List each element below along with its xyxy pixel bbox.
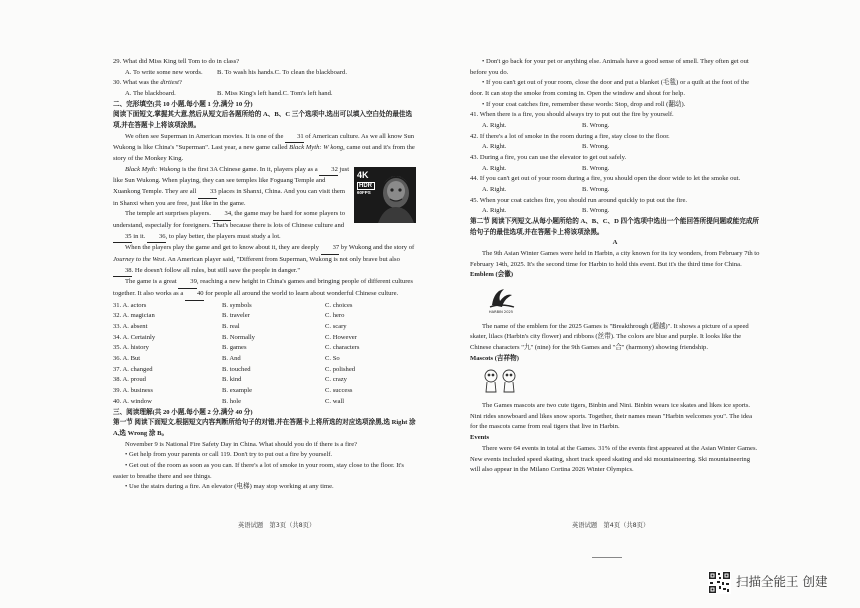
right-column [470, 57, 760, 476]
passage-intro: November 9 is National Fire Safety Day in China. What should you do if there is a fire? [125, 440, 358, 448]
choice-option: 37. A. changed [113, 365, 153, 373]
article-paragraph-1: The 9th Asian Winter Games were held in Harbin, a city known for its icy wonders, from February 7th to February 14th, 2025. It's the second time for Harbin to hold this event. But it's the third time for China. [470, 250, 760, 268]
video-badge: 4K HDR 60FPS [357, 171, 375, 196]
question-43-options: A. Right. B. Wrong. [482, 164, 610, 172]
bullet-3: • Use the stairs during a fire. An elevator (电梯) may stop working at any time. [125, 483, 334, 491]
left-column [113, 57, 416, 493]
choice-option: B. And [222, 355, 241, 363]
choice-option: B. kind [222, 376, 242, 384]
events-heading: Events [470, 434, 490, 442]
question-30: 30. What was the dirtiest? [113, 79, 182, 87]
mascots-heading: Mascots (吉祥物) [470, 354, 519, 362]
choice-option: 38. A. proud [113, 376, 146, 384]
page-footer-right: 英语试题 第4页（共8页） [572, 522, 650, 529]
option-b: B. Miss King's left hand. [217, 90, 283, 98]
blank-36: 36 [147, 232, 166, 244]
question-30-options [113, 89, 416, 100]
choice-option: B. Normally [222, 333, 255, 341]
choice-row [113, 354, 416, 365]
svg-text:HARBIN 2025: HARBIN 2025 [488, 310, 514, 315]
question-45: 45. When your coat catches fire, you should run around quickly to put out the fire. [470, 196, 688, 204]
bullet-2: • Get out of the room as soon as you can. If there's a lot of smoke in your room, stay close to the floor. It's easier to breathe there and see things. [113, 461, 405, 480]
choice-option: C. scary [325, 323, 347, 331]
choice-option: 35. A. history [113, 344, 149, 352]
question-45-options: A. Right. B. Wrong. [482, 207, 610, 215]
blank-40: 40 [185, 289, 204, 301]
choice-row [113, 343, 416, 354]
article-paragraph-2: The name of the emblem for the 2025 Games is "Breakthrough (超越)". It shows a picture of a speed skater, lilacs (Harbin's city flower) and ribbons (丝带). The colors are blue and purple. It looks like the Chinese characters "九" (nine) for the 9th Games and "合" (harmony) showing friendship. [470, 322, 749, 352]
watermark-text: 扫描全能王 创建 [736, 574, 828, 589]
question-44-options: A. Right. B. Wrong. [482, 186, 610, 194]
choice-row [113, 311, 416, 322]
option-c: C. Tom's left hand. [282, 90, 333, 98]
choice-row [113, 301, 416, 312]
blank-31: 31 [285, 132, 304, 144]
question-43: 43. During a fire, you can use the elevator to get out safely. [470, 154, 627, 162]
choice-row [113, 375, 416, 386]
choice-option: 36. A. But [113, 355, 141, 363]
question-41-options: A. Right. B. Wrong. [482, 122, 610, 130]
choice-row [113, 365, 416, 376]
blank-38: 38 [113, 266, 132, 278]
choice-option: B. games [222, 344, 247, 352]
cloze-choices [113, 301, 416, 408]
choice-option: C. success [325, 387, 353, 395]
section-cloze-instructions: 阅读下面短文,掌握其大意,然后从短文后各题所给的 A、B、C 三个选项中,选出可以填入空白处的最佳选项,并在答题卡上将该项涂黑。 [113, 111, 413, 130]
option-b: B. To wash his hands. [217, 68, 275, 76]
choice-option: C. hero [325, 312, 345, 320]
blank-34: 34 [213, 209, 232, 221]
section-cloze-title: 二、完形填空(共 10 小题,每小题 1 分,满分 10 分) [113, 100, 253, 108]
cloze-paragraph-2: Black Myth: Wukong is the first 3A Chinese game. In it, players play as a 32 just like Sun Wukong. When playing, they can see temples like Foguang Temple and Xuankong Temple. They are all 33 places in Shanxi, China. And you can visit them in Shanxi when you are free, just like in the game. [113, 165, 350, 207]
cloze-paragraph-1: We often see Superman in American movies. It is one of the 31 of American culture. As we all know Sun Wukong is like China's "Superman". Last year, a new game called Black Myth: W kong, came out and it's from the story of the Monkey King. [113, 132, 415, 163]
choice-option: C. However [325, 333, 357, 341]
choice-option: B. hole [222, 397, 242, 405]
choice-option: B. traveler [222, 312, 250, 320]
mascots-icon [482, 368, 518, 394]
choice-row [113, 333, 416, 344]
bullet-5: • If you can't get out of your room, close the door and put a blanket (毛毯) or a quilt at the foot of the door. It can stop the smoke from coming in. Open the window and shout for help. [470, 79, 749, 98]
section-reading-instructions: 第一节 阅读下面短文,根据短文内容判断所给句子的对错,并在答题卡上将所选的对应选项涂黑,选 Right 涂 A,选 Wrong 涂 B。 [113, 419, 416, 437]
choice-row [113, 322, 416, 333]
question-29-options [113, 68, 416, 79]
emblem-icon [484, 285, 518, 315]
question-44: 44. If you can't get out of your room during a fire, you should open the door wide to let the smoke out. [470, 175, 741, 183]
choice-row [113, 386, 416, 397]
option-a: A. The blackboard. [125, 90, 176, 98]
choice-option: 40. A. window [113, 397, 152, 405]
choice-option: 31. A. actors [113, 301, 147, 309]
choice-option: 32. A. magician [113, 312, 155, 320]
blank-33: 33 [198, 187, 217, 199]
section-two-instructions: 第二节 阅读下列短文,从每小题所给的 A、B、C、D 四个选项中选出一个能回答所提问题或能完成所给句子的最佳选项,并在答题卡上将该项涂黑。 [470, 218, 760, 236]
blank-37: 37 [321, 243, 340, 255]
blank-35: 35 [113, 232, 132, 244]
cloze-paragraph-3: The temple art surprises players. 34, the game may be hard for some players to understand, especially for foreigners. That's because there is lots of Chinese culture and 35 in it. 36, to play better, the players must study a lot. [113, 209, 416, 243]
emblem-heading: Emblem (会徽) [470, 271, 514, 279]
page-footer-left: 英语试题 第3页（共8页） [238, 522, 316, 529]
cloze-paragraph-4: When the players play the game and get to know about it, they are deeply 37 by Wukong and the story of Journey to the West. An American player said, "Different from Superman, Wukong is not only brave but also 38. He doesn't follow all rules, but still save the people in danger." [113, 243, 416, 277]
option-a: A. To write some new words. [125, 68, 203, 76]
question-42-options: A. Right. B. Wrong. [482, 143, 610, 151]
bullet-1: • Get help from your parents or call 119. Don't try to put out a fire by yourself. [125, 451, 333, 459]
choice-option: C. polished [325, 365, 356, 373]
choice-option: B. symbols [222, 301, 252, 309]
qr-code-icon [708, 571, 731, 594]
choice-option: B. real [222, 323, 240, 331]
game-poster-image [354, 167, 416, 223]
choice-row [113, 397, 416, 408]
article-paragraph-4: There were 64 events in total at the Games. 31% of the events first appeared at the Asian Winter Games. New events included speed skating, short track speed skating and ski mountaineering. Ski mountaineering will also appear in the Milano Cortina 2026 Winter Olympics. [470, 444, 758, 474]
blank-39: 39 [178, 277, 197, 289]
choice-option: B. example [222, 387, 253, 395]
blank-32: 32 [319, 165, 338, 177]
monkey-king-icon [354, 167, 416, 223]
bullet-6: • If your coat catches fire, remember these words: Stop, drop and roll (翻动). [482, 100, 686, 108]
divider-line [592, 557, 622, 558]
bullet-4: • Don't go back for your pet or anything else. Animals have a good sense of smell. They often get out before you do. [470, 58, 749, 76]
choice-option: C. choices [325, 301, 353, 309]
question-42: 42. If there's a lot of smoke in the room during a fire, stay close to the floor. [470, 132, 670, 140]
choice-option: 33. A. absent [113, 323, 148, 331]
section-reading-title: 三、阅读理解(共 20 小题,每小题 2 分,满分 40 分) [113, 408, 253, 416]
choice-option: C. characters [325, 344, 360, 352]
choice-option: 34. A. Certainly [113, 333, 156, 341]
choice-option: B. touched [222, 365, 251, 373]
article-paragraph-3: The Games mascots are two cute tigers, Binbin and Nini. Binbin wears ice skates and likes ice sports. Nini rides snowboard and likes snow sports. Together, their names mean "Harbin welcomes you". The idea for the mascots came from real tigers that live in Harbin. [470, 402, 753, 431]
choice-option: 39. A. business [113, 387, 153, 395]
choice-option: C. wall [325, 397, 345, 405]
question-29: 29. What did Miss King tell Tom to do in class? [113, 58, 240, 65]
cloze-paragraph-5: The game is a great 39, reaching a new height in China's games and bringing people of different cultures together. It also works as a 40 for people all around the world to learn about wonderful Chinese culture. [113, 277, 416, 300]
option-c: C. To clean the blackboard. [274, 68, 347, 76]
question-41: 41. When there is a fire, you should always try to put out the fire by yourself. [470, 111, 674, 119]
passage-letter: A [612, 239, 618, 247]
choice-option: C. So [325, 355, 340, 363]
choice-option: C. crazy [325, 376, 347, 384]
